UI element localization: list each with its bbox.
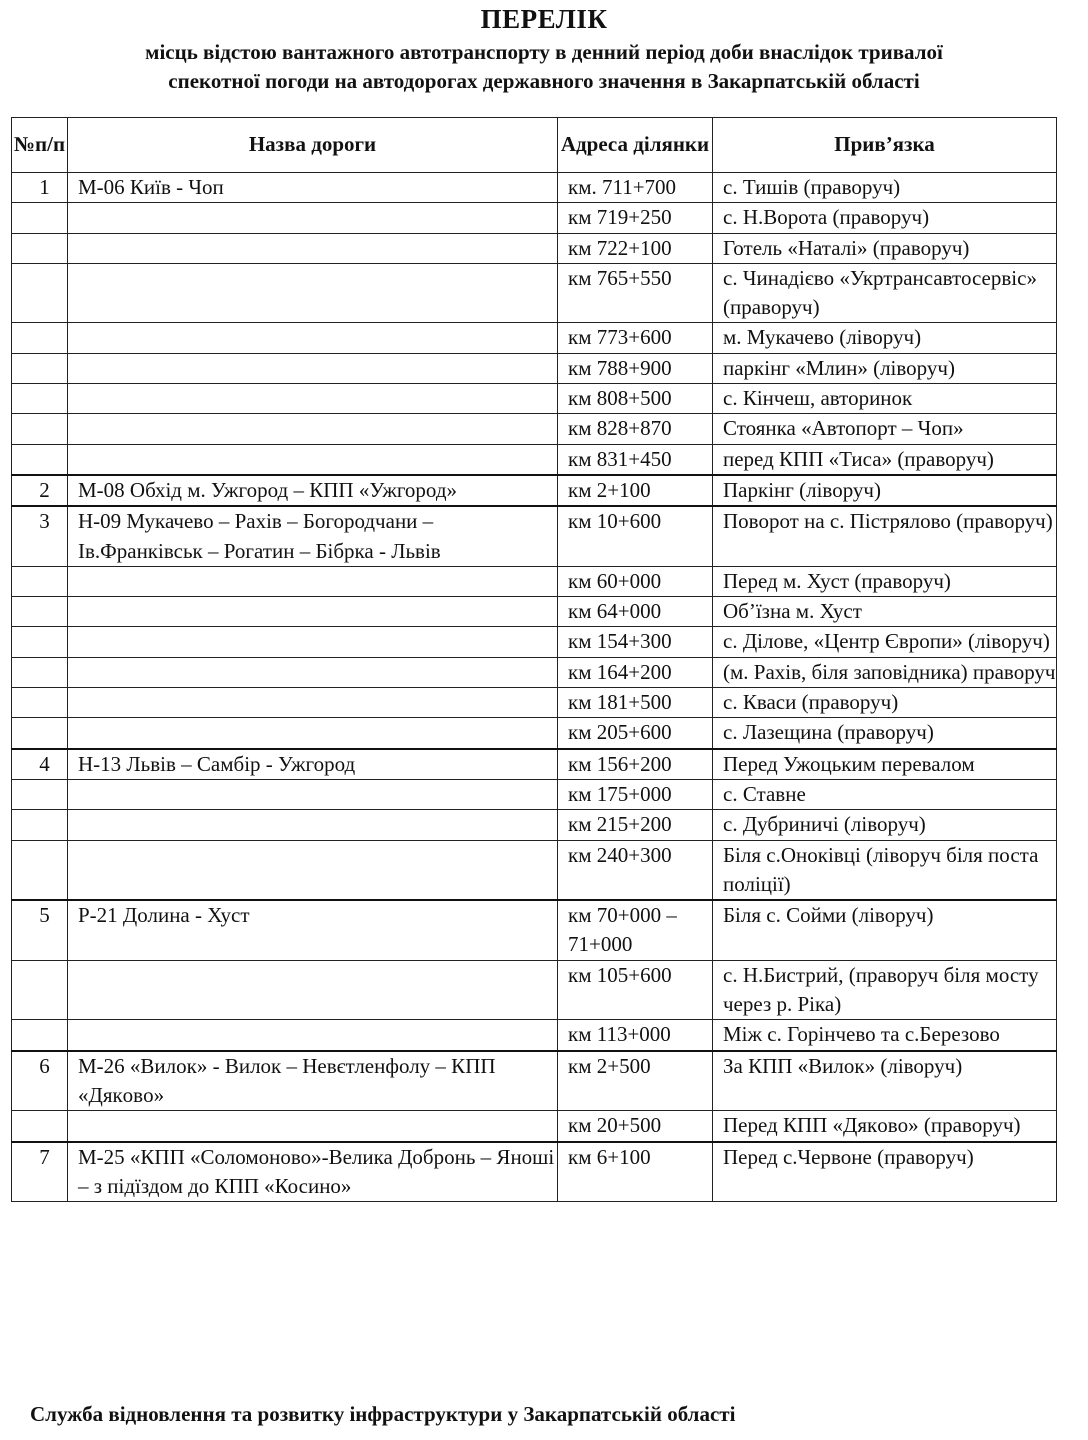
location-reference: с. Ставне: [713, 779, 1057, 809]
location-reference: Готель «Наталі» (праворуч): [713, 233, 1057, 263]
road-section-address: км 719+250: [558, 203, 713, 233]
row-number: [12, 657, 68, 687]
road-section-address: км 10+600: [558, 506, 713, 566]
table-row: [12, 1051, 1057, 1111]
road-name: [68, 627, 558, 657]
road-section-address: км 831+450: [558, 444, 713, 475]
location-reference: Біля с. Сойми (ліворуч): [713, 900, 1057, 960]
row-number: [12, 627, 68, 657]
location-reference: (м. Рахів, біля заповідника) праворуч: [713, 657, 1057, 687]
location-reference: Поворот на с. Пістрялово (праворуч): [713, 506, 1057, 566]
road-name: [68, 597, 558, 627]
road-section-address: км 105+600: [558, 960, 713, 1020]
road-name: [68, 233, 558, 263]
document-subtitle: [30, 38, 1058, 96]
header-number: №п/п: [12, 118, 68, 173]
row-number: 5: [12, 900, 68, 960]
road-name: [68, 960, 558, 1020]
row-number: [12, 840, 68, 900]
road-name: [68, 1020, 558, 1051]
road-name: Н-09 Мукачево – Рахів – Богородчани – Ів.Франківськ – Рогатин – Бібрка - Львів: [68, 506, 558, 566]
road-name: [68, 718, 558, 749]
table-row: [12, 1142, 1057, 1202]
location-reference: перед КПП «Тиса» (праворуч): [713, 444, 1057, 475]
road-section-address: км 828+870: [558, 414, 713, 444]
row-number: [12, 1111, 68, 1142]
road-name: [68, 323, 558, 353]
road-section-address: км 20+500: [558, 1111, 713, 1142]
road-section-address: км 722+100: [558, 233, 713, 263]
road-section-address: км 205+600: [558, 718, 713, 749]
road-section-address: км. 711+700: [558, 173, 713, 203]
road-name: [68, 384, 558, 414]
road-section-address: км 164+200: [558, 657, 713, 687]
road-section-address: км 6+100: [558, 1142, 713, 1202]
row-number: [12, 597, 68, 627]
row-number: [12, 779, 68, 809]
table-row: [12, 414, 1057, 444]
table-row: [12, 203, 1057, 233]
table-row: [12, 900, 1057, 960]
road-name: М-25 «КПП «Соломоново»-Велика Добронь – Яноші – з підїздом до КПП «Косино»: [68, 1142, 558, 1202]
table-row: [12, 444, 1057, 475]
road-name: М-26 «Вилок» - Вилок – Невєтленфолу – КПП «Дякoвo»: [68, 1051, 558, 1111]
table-row: [12, 384, 1057, 414]
table-row: [12, 475, 1057, 506]
road-section-address: км 113+000: [558, 1020, 713, 1051]
location-reference: с. Кваси (праворуч): [713, 688, 1057, 718]
location-reference: Стоянка «Автопорт – Чоп»: [713, 414, 1057, 444]
location-reference: Об’їзна м. Хуст: [713, 597, 1057, 627]
table-row: [12, 718, 1057, 749]
road-name: Р-21 Долина - Хуст: [68, 900, 558, 960]
row-number: [12, 263, 68, 323]
row-number: [12, 688, 68, 718]
parking-places-table: [11, 117, 1057, 1202]
road-name: [68, 688, 558, 718]
row-number: [12, 353, 68, 383]
table-row: [12, 173, 1057, 203]
location-reference: с. Лазещина (праворуч): [713, 718, 1057, 749]
road-name: М-08 Обхід м. Ужгород – КПП «Ужгород»: [68, 475, 558, 506]
table-row: [12, 597, 1057, 627]
location-reference: м. Мукачево (ліворуч): [713, 323, 1057, 353]
row-number: [12, 566, 68, 596]
road-name: [68, 779, 558, 809]
row-number: [12, 960, 68, 1020]
table-row: [12, 263, 1057, 323]
table-row: [12, 233, 1057, 263]
location-reference: Перед с.Червоне (праворуч): [713, 1142, 1057, 1202]
footer-organization: Служба відновлення та розвитку інфраструктури у Закарпатській області: [30, 1402, 736, 1426]
location-reference: с. Дубриничі (ліворуч): [713, 810, 1057, 840]
row-number: [12, 1020, 68, 1051]
row-number: 2: [12, 475, 68, 506]
location-reference: с. Н.Бистрий, (праворуч біля мосту через р. Ріка): [713, 960, 1057, 1020]
road-name: [68, 657, 558, 687]
row-number: [12, 384, 68, 414]
location-reference: с. Ділове, «Центр Європи» (ліворуч): [713, 627, 1057, 657]
table-row: [12, 323, 1057, 353]
location-reference: Біля с.Оноківці (ліворуч біля поста поліції): [713, 840, 1057, 900]
row-number: 6: [12, 1051, 68, 1111]
table-row: [12, 840, 1057, 900]
document-title: ПЕРЕЛІК: [480, 4, 608, 34]
table-row: [12, 506, 1057, 566]
road-name: Н-13 Львів – Самбір - Ужгород: [68, 749, 558, 780]
road-section-address: км 773+600: [558, 323, 713, 353]
road-name: [68, 414, 558, 444]
table-header-row: [12, 118, 1057, 173]
road-name: [68, 263, 558, 323]
location-reference: За КПП «Вилок» (ліворуч): [713, 1051, 1057, 1111]
location-reference: Перед м. Хуст (праворуч): [713, 566, 1057, 596]
road-name: [68, 444, 558, 475]
row-number: [12, 414, 68, 444]
road-section-address: км 2+100: [558, 475, 713, 506]
road-section-address: км 240+300: [558, 840, 713, 900]
row-number: 4: [12, 749, 68, 780]
road-name: [68, 1111, 558, 1142]
table-row: [12, 657, 1057, 687]
road-section-address: км 808+500: [558, 384, 713, 414]
road-section-address: км 2+500: [558, 1051, 713, 1111]
road-name: [68, 566, 558, 596]
location-reference: Перед Ужоцьким перевалом: [713, 749, 1057, 780]
road-section-address: км 156+200: [558, 749, 713, 780]
road-section-address: км 788+900: [558, 353, 713, 383]
row-number: [12, 444, 68, 475]
row-number: [12, 323, 68, 353]
road-name: [68, 203, 558, 233]
row-number: [12, 203, 68, 233]
location-reference: паркінг «Млин» (ліворуч): [713, 353, 1057, 383]
table-row: [12, 810, 1057, 840]
road-section-address: км 181+500: [558, 688, 713, 718]
location-reference: с. Тишів (праворуч): [713, 173, 1057, 203]
road-section-address: км 154+300: [558, 627, 713, 657]
road-name: [68, 353, 558, 383]
table-row: [12, 566, 1057, 596]
location-reference: Між с. Горінчево та с.Березово: [713, 1020, 1057, 1051]
table-row: [12, 627, 1057, 657]
row-number: 7: [12, 1142, 68, 1202]
row-number: [12, 810, 68, 840]
table-row: [12, 353, 1057, 383]
table-row: [12, 1111, 1057, 1142]
road-section-address: км 175+000: [558, 779, 713, 809]
header-road-name: Назва дороги: [68, 118, 558, 173]
subtitle-line-2: спекотної погоди на автодорогах державного значення в Закарпатській області: [168, 69, 920, 93]
road-section-address: км 64+000: [558, 597, 713, 627]
road-section-address: км 70+000 – 71+000: [558, 900, 713, 960]
row-number: 1: [12, 173, 68, 203]
location-reference: с. Кінчеш, авторинок: [713, 384, 1057, 414]
road-name: М-06 Київ - Чоп: [68, 173, 558, 203]
table-row: [12, 779, 1057, 809]
table-row: [12, 688, 1057, 718]
table-row: [12, 1020, 1057, 1051]
road-name: [68, 810, 558, 840]
road-section-address: км 765+550: [558, 263, 713, 323]
road-name: [68, 840, 558, 900]
road-section-address: км 60+000: [558, 566, 713, 596]
table-row: [12, 960, 1057, 1020]
subtitle-line-1: місць відстою вантажного автотранспорту в денний період доби внаслідок тривалої: [145, 40, 943, 64]
table-row: [12, 749, 1057, 780]
location-reference: с. Чинадієво «Укртрансавтосервіс» (праворуч): [713, 263, 1057, 323]
location-reference: Перед КПП «Дякoвo» (праворуч): [713, 1111, 1057, 1142]
header-reference: Прив’язка: [713, 118, 1057, 173]
row-number: [12, 718, 68, 749]
table-body: [12, 173, 1057, 1202]
row-number: [12, 233, 68, 263]
road-section-address: км 215+200: [558, 810, 713, 840]
location-reference: Паркінг (ліворуч): [713, 475, 1057, 506]
location-reference: с. Н.Ворота (праворуч): [713, 203, 1057, 233]
row-number: 3: [12, 506, 68, 566]
header-address: Адреса ділянки: [558, 118, 713, 173]
